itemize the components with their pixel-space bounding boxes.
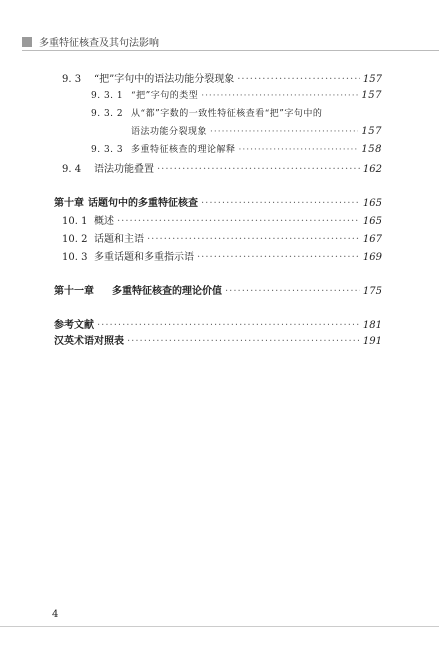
dot-leader [127, 336, 360, 347]
toc-entry-title: 多重特征核查的理论解释 [131, 145, 236, 155]
dot-leader [147, 234, 360, 245]
toc-chapter-title: 多重特征核查的理论价值 [112, 286, 222, 297]
toc-entry-10-3 [62, 248, 382, 263]
dot-leader [157, 164, 360, 175]
toc-entry-title: 话题和主语 [94, 234, 144, 245]
running-header-title: 多重特征核查及其句法影响 [39, 38, 159, 49]
header-rule [22, 50, 439, 51]
toc-entry-title-continued: 语法功能分裂现象 [131, 127, 208, 137]
toc-entry-page: 175 [362, 286, 382, 297]
dot-leader [201, 198, 360, 209]
running-header [22, 34, 159, 49]
toc-entry-9-4 [62, 160, 382, 175]
toc-entry-page: 167 [362, 234, 382, 245]
dot-leader [210, 127, 358, 137]
toc-entry-number: 10. 3 [62, 252, 88, 263]
header-marker [22, 37, 32, 47]
toc-entry-page: 191 [362, 336, 382, 347]
toc-entry-9-3-1 [91, 88, 382, 101]
toc-entry-page: 162 [362, 164, 382, 175]
toc-entry-title: 概述 [94, 216, 114, 227]
toc-entry-10-1 [62, 212, 382, 227]
toc-entry-number: 9. 4 [62, 164, 82, 175]
toc-entry-number: 9. 3 [62, 74, 82, 85]
toc-entry-number: 9. 3. 2 [91, 109, 124, 119]
toc-chapter-number: 第十章 [54, 198, 84, 209]
page-number: 4 [52, 609, 59, 620]
toc-entry-title: 语法功能叠置 [94, 164, 154, 175]
toc-chapter-10 [54, 194, 382, 209]
toc-chapter-number: 第十一章 [54, 286, 94, 297]
toc-entry-page: 157 [362, 74, 382, 85]
toc-entry-10-2 [62, 230, 382, 245]
footer-rule [0, 626, 439, 627]
dot-leader [117, 216, 360, 227]
dot-leader [97, 320, 360, 331]
toc-chapter-11 [54, 282, 382, 297]
toc-entry-number: 9. 3. 1 [91, 91, 124, 101]
dot-leader [197, 252, 360, 263]
dot-leader [225, 286, 360, 297]
toc-entry-page: 169 [362, 252, 382, 263]
toc-entry-number: 9. 3. 3 [91, 145, 124, 155]
toc-chapter-title: 汉英术语对照表 [54, 336, 124, 347]
toc-entry-title: 多重话题和多重指示语 [94, 252, 194, 263]
toc-entry-page: 158 [361, 144, 382, 155]
toc-entry-title: “把”字句的类型 [131, 91, 199, 101]
dot-leader [237, 74, 360, 85]
toc-chapter-title: 参考文献 [54, 320, 94, 331]
toc-entry-title: “把”字句中的语法功能分裂现象 [94, 74, 235, 85]
dot-leader [239, 145, 359, 155]
toc-entry-page: 165 [362, 216, 382, 227]
dot-leader [201, 91, 358, 101]
toc-references [54, 316, 382, 331]
toc-glossary [54, 332, 382, 347]
toc-entry-9-3 [62, 70, 382, 85]
toc-chapter-title: 话题句中的多重特征核查 [88, 198, 198, 209]
toc-entry-page: 165 [362, 198, 382, 209]
toc-entry-page: 181 [362, 320, 382, 331]
toc-entry-title: 从“都”字数的一致性特征核查看“把”字句中的 [131, 109, 323, 119]
toc-entry-page: 157 [361, 126, 382, 137]
toc-entry-9-3-2 [91, 106, 382, 119]
toc-entry-number: 10. 2 [62, 234, 88, 245]
toc-entry-page: 157 [361, 90, 382, 101]
toc-entry-9-3-2-continued [131, 124, 382, 137]
toc-entry-number: 10. 1 [62, 216, 88, 227]
toc-entry-9-3-3 [91, 142, 382, 155]
